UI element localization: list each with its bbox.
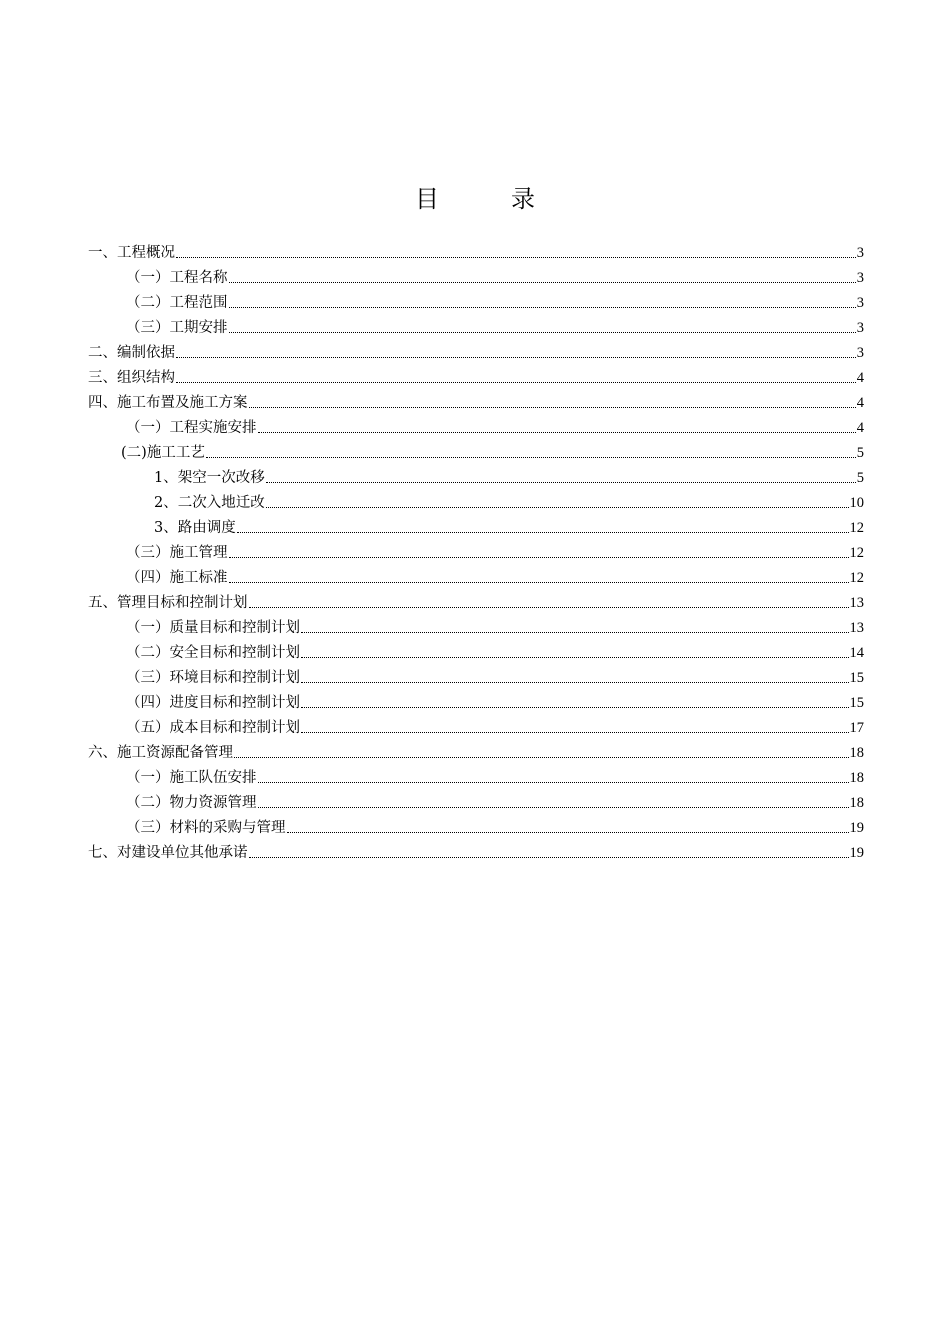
toc-entry-page-number: 3 [856, 295, 864, 311]
toc-entry[interactable] [88, 713, 864, 738]
toc-entry[interactable] [88, 613, 864, 638]
toc-entry[interactable] [88, 688, 864, 713]
toc-entry-page-number: 12 [849, 545, 864, 561]
toc-entry[interactable] [88, 563, 864, 588]
toc-dot-leader [229, 581, 849, 583]
toc-dot-leader [287, 831, 849, 833]
toc-entry-title: （一）质量目标和控制计划 [126, 620, 300, 636]
toc-entry-title: （二）安全目标和控制计划 [126, 645, 300, 661]
toc-entry-page-number: 4 [856, 420, 864, 436]
toc-entry-page-number: 3 [856, 245, 864, 261]
toc-entry-page-number: 5 [856, 445, 864, 461]
toc-entry[interactable] [88, 488, 864, 513]
toc-entry-title: （四）施工标准 [126, 570, 228, 586]
toc-entry-title: (二)施工工艺 [121, 445, 205, 461]
toc-entry-page-number: 18 [849, 795, 864, 811]
toc-entry-title: （三）工期安排 [126, 320, 228, 336]
toc-entry-page-number: 3 [856, 320, 864, 336]
toc-entry-title: （一）工程实施安排 [126, 420, 257, 436]
toc-entry[interactable] [88, 238, 864, 263]
toc-dot-leader [301, 731, 849, 733]
toc-entry[interactable] [88, 388, 864, 413]
toc-dot-leader [301, 706, 849, 708]
toc-entry-page-number: 19 [849, 820, 864, 836]
toc-dot-leader [266, 506, 849, 508]
toc-entry-title: （三）材料的采购与管理 [126, 820, 286, 836]
toc-entry-title: （一）施工队伍安排 [126, 770, 257, 786]
toc-entry[interactable] [88, 838, 864, 863]
toc-entry-page-number: 12 [849, 570, 864, 586]
toc-dot-leader [249, 406, 856, 408]
toc-entry-page-number: 4 [856, 370, 864, 386]
toc-dot-leader [249, 856, 849, 858]
toc-entry[interactable] [88, 313, 864, 338]
toc-dot-leader [176, 256, 856, 258]
toc-entry-page-number: 10 [849, 495, 864, 511]
toc-dot-leader [249, 606, 849, 608]
toc-entry-page-number: 19 [849, 845, 864, 861]
toc-dot-leader [176, 381, 856, 383]
toc-entry[interactable] [88, 813, 864, 838]
toc-entry-title: （二）工程范围 [126, 295, 228, 311]
toc-dot-leader [229, 306, 856, 308]
toc-entry-page-number: 3 [856, 345, 864, 361]
toc-entry-page-number: 12 [849, 520, 864, 536]
table-of-contents [88, 238, 864, 863]
toc-entry[interactable] [88, 413, 864, 438]
toc-entry-page-number: 4 [856, 395, 864, 411]
toc-entry-title: 七、对建设单位其他承诺 [88, 845, 248, 861]
toc-entry-title: （三）施工管理 [126, 545, 228, 561]
toc-entry-title: （三）环境目标和控制计划 [126, 670, 300, 686]
toc-entry-page-number: 15 [849, 695, 864, 711]
toc-entry-title: （五）成本目标和控制计划 [126, 720, 300, 736]
toc-entry[interactable] [88, 663, 864, 688]
toc-entry-title: 一、工程概况 [88, 245, 175, 261]
toc-dot-leader [266, 481, 856, 483]
toc-entry[interactable] [88, 638, 864, 663]
toc-entry[interactable] [88, 338, 864, 363]
toc-entry-page-number: 3 [856, 270, 864, 286]
toc-entry-page-number: 18 [849, 745, 864, 761]
toc-entry-title: （四）进度目标和控制计划 [126, 695, 300, 711]
toc-entry[interactable] [88, 513, 864, 538]
toc-entry-title: 四、施工布置及施工方案 [88, 395, 248, 411]
toc-entry-title: 三、组织结构 [88, 370, 175, 386]
toc-dot-leader [237, 531, 849, 533]
toc-entry-title: （二）物力资源管理 [126, 795, 257, 811]
toc-dot-leader [258, 781, 849, 783]
toc-entry[interactable] [88, 288, 864, 313]
toc-entry-page-number: 5 [856, 470, 864, 486]
toc-entry-page-number: 13 [849, 620, 864, 636]
toc-entry-title: 五、管理目标和控制计划 [88, 595, 248, 611]
toc-entry[interactable] [88, 588, 864, 613]
toc-entry-title: 六、施工资源配备管理 [88, 745, 233, 761]
toc-entry-title: 二、编制依据 [88, 345, 175, 361]
toc-entry-title: 1、架空一次改移 [154, 470, 265, 486]
toc-dot-leader [301, 681, 849, 683]
toc-entry[interactable] [88, 788, 864, 813]
toc-entry-title: 3、路由调度 [154, 520, 236, 536]
toc-dot-leader [258, 806, 849, 808]
toc-title: 目 录 [415, 185, 535, 213]
toc-dot-leader [258, 431, 856, 433]
toc-entry-page-number: 14 [849, 645, 864, 661]
toc-entry[interactable] [88, 263, 864, 288]
toc-entry[interactable] [88, 763, 864, 788]
toc-entry-title: （一）工程名称 [126, 270, 228, 286]
toc-entry[interactable] [88, 438, 864, 463]
toc-entry[interactable] [88, 363, 864, 388]
toc-entry[interactable] [88, 538, 864, 563]
toc-dot-leader [301, 631, 849, 633]
toc-entry[interactable] [88, 738, 864, 763]
toc-entry[interactable] [88, 463, 864, 488]
toc-dot-leader [176, 356, 856, 358]
toc-dot-leader [234, 756, 849, 758]
toc-entry-page-number: 18 [849, 770, 864, 786]
toc-dot-leader [229, 556, 849, 558]
toc-dot-leader [229, 331, 856, 333]
toc-dot-leader [229, 281, 856, 283]
toc-entry-page-number: 13 [849, 595, 864, 611]
toc-entry-page-number: 17 [849, 720, 864, 736]
toc-dot-leader [301, 656, 849, 658]
toc-dot-leader [206, 456, 856, 458]
toc-entry-title: 2、二次入地迁改 [154, 495, 265, 511]
toc-entry-page-number: 15 [849, 670, 864, 686]
